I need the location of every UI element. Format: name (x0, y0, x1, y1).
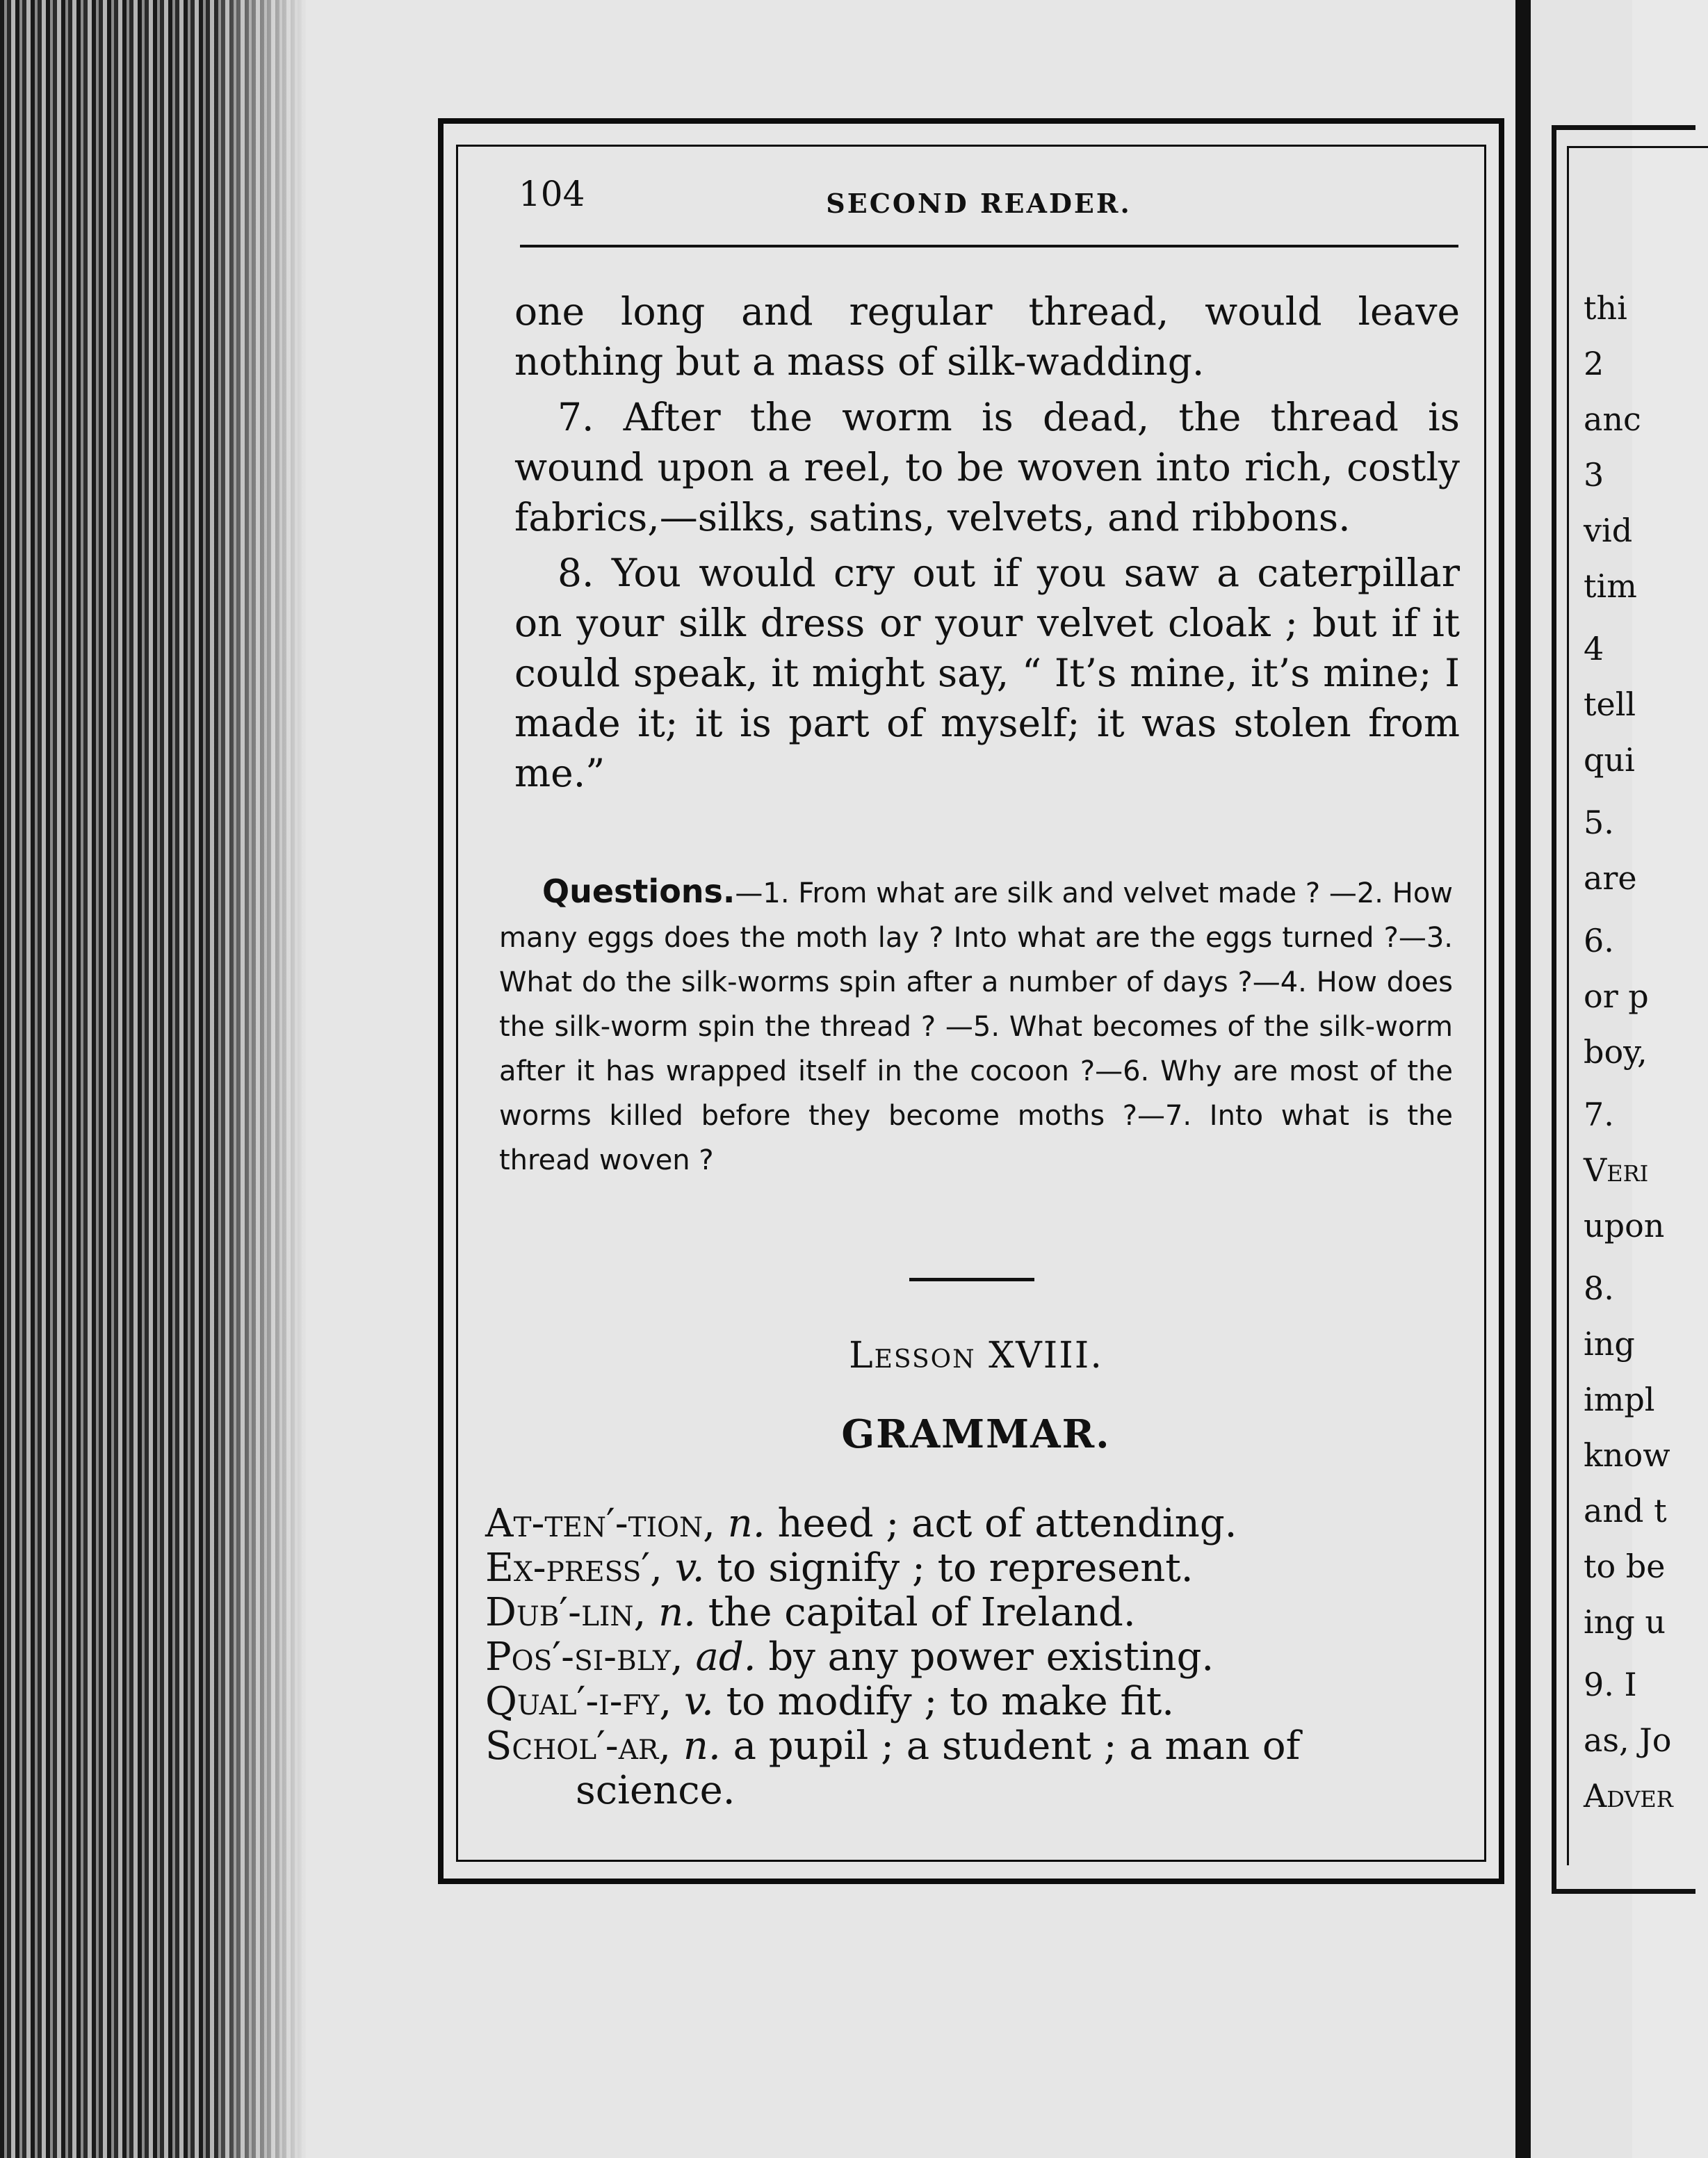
vocab-pos: ad. (695, 1634, 756, 1680)
vocab-definition: to signify ; to represent. (717, 1546, 1194, 1591)
vocab-word: Ex-press′, (485, 1546, 662, 1591)
facing-fragment: tim (1584, 567, 1637, 605)
book-title: SECOND READER. (826, 188, 1132, 219)
facing-fragment: 6. (1584, 922, 1614, 959)
vocab-definition: to modify ; to make fit. (726, 1679, 1175, 1724)
vocab-definition: heed ; act of attending. (777, 1501, 1237, 1546)
vocab-pos: n. (683, 1723, 721, 1769)
facing-fragment: anc (1584, 400, 1641, 438)
page-number: 104 (519, 174, 585, 214)
vocab-entry (485, 1591, 1445, 1635)
facing-fragment: or p (1584, 977, 1649, 1015)
facing-fragment: vid (1584, 512, 1633, 549)
facing-fragment: know (1584, 1436, 1670, 1474)
vocab-continuation: science. (576, 1768, 735, 1813)
facing-fragment: thi (1584, 289, 1627, 327)
questions-label: Questions. (542, 873, 735, 910)
vocab-entry (485, 1680, 1445, 1724)
vocab-definition: a pupil ; a student ; a man of (733, 1723, 1301, 1769)
facing-fragment: 8. (1584, 1269, 1614, 1307)
vocab-definition: by any power existing. (768, 1634, 1214, 1680)
vocab-word: Pos′-si-bly, (485, 1634, 683, 1680)
facing-fragment: qui (1584, 741, 1635, 779)
vocab-pos: v. (684, 1679, 714, 1724)
paragraph: one long and regular thread, would leave nothing but a mass of silk-wadding. (514, 289, 1460, 384)
facing-fragment: are (1584, 859, 1637, 897)
facing-page (1531, 0, 1673, 2158)
facing-fragment: to be (1584, 1548, 1666, 1585)
questions-block (499, 869, 1453, 1183)
section-divider (909, 1278, 1034, 1281)
facing-fragment: ing (1584, 1325, 1635, 1363)
vocab-word: At-ten′-tion, (485, 1501, 715, 1546)
head-rule (520, 245, 1458, 248)
facing-fragment: and t (1584, 1492, 1667, 1530)
vocab-definition: the capital of Ireland. (708, 1590, 1136, 1635)
body-text (514, 286, 1460, 804)
vocab-entry (485, 1724, 1445, 1769)
facing-fragment: 7. (1584, 1096, 1614, 1133)
paragraph: 7. After the worm is dead, the thread is wound upon a reel, to be woven into rich, costly fabrics,—silks, satins, velvets, and ribbons. (514, 395, 1460, 540)
running-head (499, 160, 1458, 236)
facing-fragment: 4 (1584, 630, 1604, 667)
facing-fragment: Adver (1584, 1777, 1673, 1815)
vocab-word: Qual′-i-fy, (485, 1679, 672, 1724)
facing-fragment: 2 (1584, 345, 1604, 382)
page-content (485, 160, 1460, 1813)
facing-fragment: upon (1584, 1207, 1665, 1244)
gutter-shadow (209, 0, 306, 2158)
vocab-pos: v. (674, 1546, 705, 1591)
facing-fragment: 3 (1584, 456, 1604, 494)
vocabulary-list (485, 1502, 1445, 1813)
vocab-word: Schol′-ar, (485, 1723, 672, 1769)
vocab-entry (485, 1546, 1445, 1591)
questions-text: —1. From what are silk and velvet made ? —2. How many eggs does the moth lay ? Into what are the eggs turned ?—3. What do the silk-worms spin after a number of days ?—4. How does the silk-worm spin the thread ? —5. What becomes of the silk-worm after it has wrapped itself in the cocoon ?—6. Why are most of the worms killed before they become moths ?—7. Into what is the thread woven ? (499, 877, 1453, 1176)
vocab-entry (485, 1635, 1445, 1680)
vocab-word: Dub′-lin, (485, 1590, 646, 1635)
lesson-title: Lesson XVIII. (849, 1335, 1103, 1377)
vocab-pos: n. (727, 1501, 765, 1546)
paragraph: 8. You would cry out if you saw a caterpillar on your silk dress or your velvet cloak ; but if it could speak, it might say, “ It’s mine, it’s mine; I made it; it is part of myself; it was stolen from me.” (514, 551, 1460, 795)
facing-fragment: boy, (1584, 1033, 1648, 1071)
section-heading: GRAMMAR. (841, 1411, 1111, 1457)
facing-fragment: 5. (1584, 804, 1614, 841)
facing-fragment: impl (1584, 1381, 1655, 1418)
facing-fragment: ing u (1584, 1603, 1666, 1641)
facing-fragment: as, Jo (1584, 1721, 1672, 1759)
vocab-pos: n. (658, 1590, 696, 1635)
book-spine (1515, 0, 1531, 2158)
facing-fragment: 9. I (1584, 1666, 1637, 1703)
vocab-entry (485, 1502, 1445, 1546)
facing-fragment: Veri (1584, 1151, 1649, 1189)
facing-fragment: tell (1584, 685, 1636, 723)
